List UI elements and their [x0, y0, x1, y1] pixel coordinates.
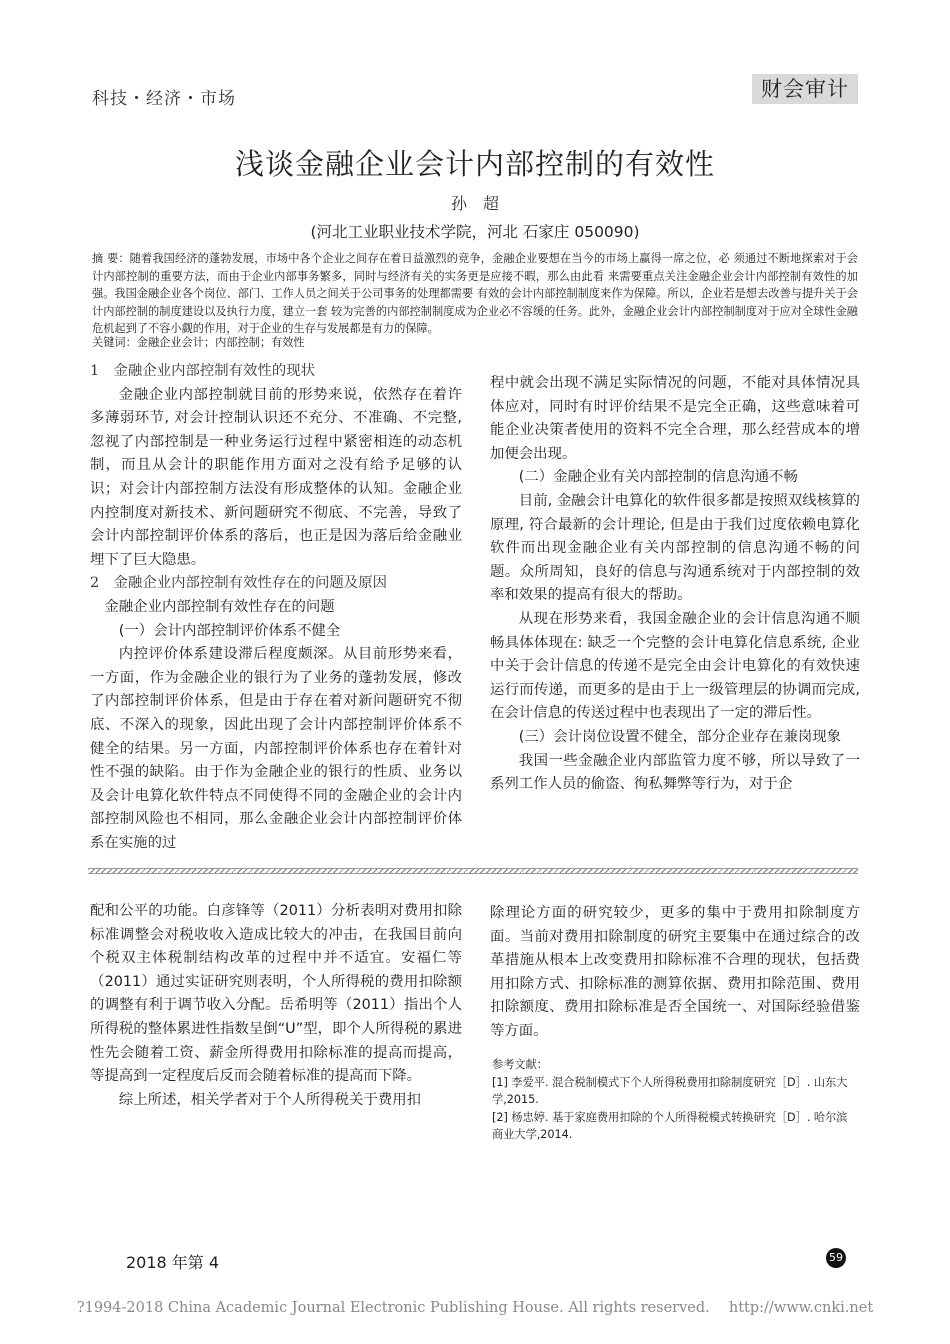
right-top-paragraph: (二）金融企业有关内部控制的信息沟通不畅: [518, 469, 798, 486]
left-column-top: [90, 360, 462, 855]
article-title: 浅谈金融企业会计内部控制的有效性: [234, 147, 715, 181]
keywords-label: 关键词：: [92, 336, 137, 349]
left-top-paragraph: 金融企业内部控制有效性存在的问题: [104, 598, 335, 615]
journal-name: 科技・经济・市场: [92, 89, 236, 109]
page-number: 59: [826, 1248, 846, 1268]
left-top-paragraph: 1 金融企业内部控制有效性的现状: [90, 363, 316, 379]
author-affiliation: (河北工业职业技术学院，河北 石家庄 050090): [310, 223, 640, 241]
left-top-paragraph: 金融企业内部控制就目前的形势来说，依然存在着许多薄弱环节, 对会计控制认识还不充分、不准确、不完整, 忽视了内部控制是一种业务运行过程中紧密相连的动态机制，而且从会计的职能作用方面对之没有给予足够的认识；对会计内部控制方法没有形成整体的认知。金融企业内控制度对新技术、新问题研究不彻底、不完善，导致了会计内部控制评价体系的落后，也正是因为落后给金融业埋下了巨大隐患。: [90, 386, 462, 568]
right-column-top: [490, 372, 860, 797]
reference-item-1: [1] 李爱平. 混合税制模式下个人所得税费用扣除制度研究［D］. 山东大学,2015.: [492, 1075, 848, 1107]
left-top-paragraph: (一）会计内部控制评价体系不健全: [118, 622, 341, 639]
right-top-paragraph: 从现在形势来看，我国金融企业的会计信息沟通不顺畅具体体现在: 缺乏一个完整的会计电算化信息系统, 企业中关于会计信息的传递不是完全由会计电算化的有效快速运行而传递，而更多的是由于上一级管理层的协调而完成, 在会计信息的传送过程中也表现出了一定的滞后性。: [490, 610, 860, 722]
reference-item-2: [2] 杨忠婷. 基于家庭费用扣除的个人所得税模式转换研究［D］. 哈尔滨商业大学,2014.: [492, 1110, 848, 1142]
copyright-notice: ?1994-2018 China Academic Journal Electronic Publishing House. All rights reserved. http://www.cnki.net: [76, 1300, 874, 1316]
right-bottom-paragraph: 除理论方面的研究较少，更多的集中于费用扣除制度方面。当前对费用扣除制度的研究主要集中在通过综合的改革措施从根本上改变费用扣除标准不合理的现状，包括费用扣除方式、扣除标准的测算依据、费用扣除范围、费用扣除额度、费用扣除标准是否全国统一、对国际经验借鉴等方面。: [490, 905, 860, 1039]
left-bottom-paragraph: 配和公平的功能。白彦锋等（2011）分析表明对费用扣除标准调整会对税收收入造成比较大的冲击，在我国目前向个税双主体税制结构改革的过程中并不适宜。安福仁等（2011）通过实证研究则表明，个人所得税的费用扣除额的调整有利于调节收入分配。岳希明等（2011）指出个人所得税的整体累进性指数呈倒“U”型，即个人所得税的累进性先会随着工资、薪金所得费用扣除标准的提高而提高，等提高到一定程度后反而会随着标准的提高而下降。: [90, 903, 462, 1085]
references-label: 参考文献：: [492, 1058, 548, 1071]
right-top-paragraph: 我国一些金融企业内部监管力度不够，所以导致了一系列工作人员的偷盗、徇私舞弊等行为，对于企: [490, 752, 860, 793]
right-top-paragraph: 目前, 金融会计电算化的软件很多都是按照双线核算的原理, 符合最新的会计理论, 但是由于我们过度依赖电算化软件而出现金融企业有关内部控制的信息沟通不畅的问题。众所周知，良好的信息与沟通系统对于内部控制的效率和效果的提高有很大的帮助。: [490, 492, 860, 604]
left-top-paragraph: 内控评价体系建设滞后程度颇深。从目前形势来看，一方面，作为金融企业的银行为了业务的蓬勃发展，修改了内部控制评价体系，但是由于存在着对新问题研究不彻底、不深入的现象，因此出现了会计内部控制评价体系不健全的结果。另一方面，内部控制评价体系也存在着针对性不强的缺陷。由于作为金融企业的银行的性质、业务以及会计电算化软件特点不同使得不同的金融企业的会计内部控制风险也不相同，那么金融企业会计内部控制评价体系在实施的过: [90, 646, 462, 851]
keywords: [92, 334, 858, 352]
left-column-bottom: [90, 900, 462, 1112]
abstract-text: 随着我国经济的蓬勃发展，市场中各个企业之间存在着日益激烈的竞争，金融企业要想在当今的市场上赢得一席之位，必 须通过不断地探索对于会计内部控制的重要方法，而由于企业内部事务繁多，同时与经济有关的实务更是应接不暇，那么由此看 来需要重点关注金融企业会计内部控制有效性的加强。我国金融企业各个岗位、部门、工作人员之间关于公司事务的处理都需要 有效的会计内部控制制度来作为保障。所以，企业若是想去改善与提升关于会计内部控制的制度建设以及执行力度，建立一套 较为完善的内部控制制度成为企业必不容缓的任务。此外，金融企业会计内部控制制度对于应对全球性金融危机起到了不容小觑的作用，对于企业的生存与发展都是有力的保障。: [92, 252, 858, 336]
section-divider: [88, 868, 858, 874]
right-top-paragraph: 程中就会出现不满足实际情况的问题，不能对具体情况具体应对，同时有时评价结果不是完全正确，这些意味着可能企业决策者使用的资料不完全合理，那么经营成本的增加便会出现。: [490, 375, 860, 462]
author-name: 孙 超: [450, 194, 499, 213]
section-tag: 财会审计: [752, 74, 858, 104]
abstract: [92, 250, 858, 338]
abstract-label: 摘 要：: [92, 252, 130, 265]
right-top-paragraph: (三）会计岗位设置不健全，部分企业存在兼岗现象: [518, 728, 842, 745]
right-column-bottom: [490, 902, 860, 1044]
references: [492, 1056, 858, 1144]
keywords-text: 金融企业会计；内部控制；有效性: [136, 336, 305, 349]
issue-label: 2018 年第 4: [126, 1253, 220, 1272]
left-top-paragraph: 2 金融企业内部控制有效性存在的问题及原因: [90, 575, 387, 592]
left-bottom-paragraph: 综上所述，相关学者对于个人所得税关于费用扣: [118, 1091, 422, 1108]
